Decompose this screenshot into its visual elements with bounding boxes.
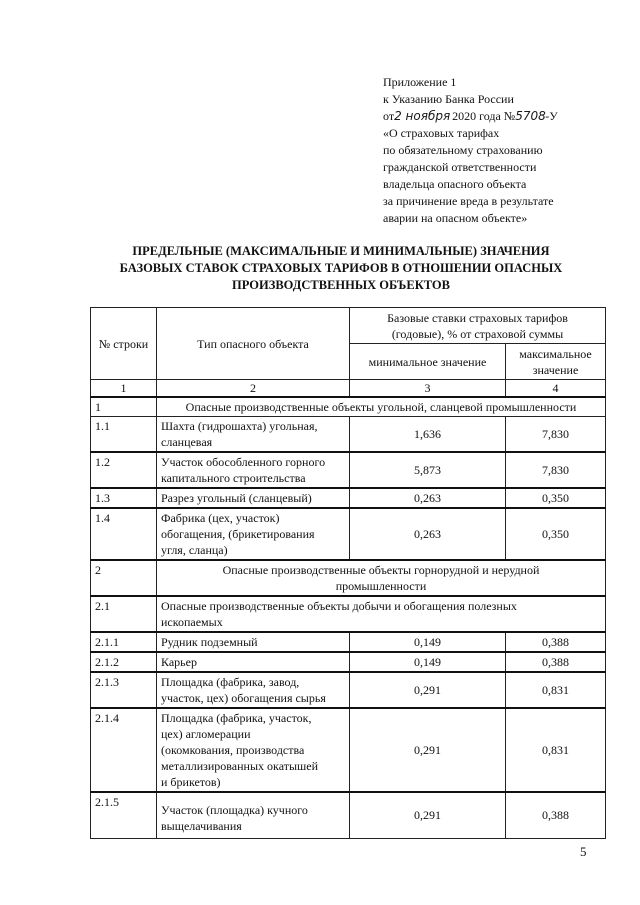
header-rates-group: [350, 308, 606, 344]
appendix-line: за причинение вреда в результате: [383, 194, 554, 208]
date-prefix: от: [383, 109, 395, 123]
row-name: [157, 452, 350, 488]
row-min-value: 0,149: [350, 652, 506, 672]
section-title-line: Опасные производственные объекты горнорудной и нерудной: [222, 563, 540, 577]
row-max-value: 0,831: [506, 672, 606, 708]
table-row: [91, 452, 606, 488]
row-max-value: 0,388: [506, 652, 606, 672]
row-number: 2.1.2: [91, 652, 157, 672]
table-row: [91, 652, 606, 672]
row-name: Разрез угольный (сланцевый): [157, 488, 350, 508]
column-number-row: [91, 380, 606, 398]
row-min-value: 1,636: [350, 417, 506, 453]
tariff-table: [90, 307, 606, 839]
row-name-line: сланцевая: [161, 435, 213, 449]
row-number: 1.2: [91, 452, 157, 488]
row-name: [157, 417, 350, 453]
appendix-line: к Указанию Банка России: [383, 92, 514, 106]
column-number: 2: [157, 380, 350, 398]
table-row: [91, 792, 606, 838]
appendix-line: гражданской ответственности: [383, 160, 537, 174]
table-row: [91, 488, 606, 508]
table-section-row: [91, 560, 606, 596]
appendix-line: аварии на опасном объекте»: [383, 211, 528, 225]
row-name-line: обогащения, (брикетирования: [161, 527, 315, 541]
row-name: [157, 508, 350, 560]
row-min-value: 0,263: [350, 488, 506, 508]
table-row: [91, 417, 606, 453]
row-max-value: 0,388: [506, 632, 606, 652]
row-name-line: Участок обособленного горного: [161, 455, 326, 469]
header-min-value: минимальное значение: [350, 344, 506, 380]
table-subsection-row: [91, 596, 606, 632]
row-min-value: 5,873: [350, 452, 506, 488]
section-title: Опасные производственные объекты угольной, сланцевой промышленности: [157, 397, 606, 417]
row-number: 1.4: [91, 508, 157, 560]
table-section-row: [91, 397, 606, 417]
appendix-line: по обязательному страхованию: [383, 143, 543, 157]
table-row: [91, 672, 606, 708]
title-line: БАЗОВЫХ СТАВОК СТРАХОВЫХ ТАРИФОВ В ОТНОШЕНИИ ОПАСНЫХ: [119, 261, 563, 275]
row-min-value: 0,291: [350, 792, 506, 838]
subsection-title-line: Опасные производственные объекты добычи и обогащения полезных: [161, 599, 517, 613]
row-number: 2.1.1: [91, 632, 157, 652]
header-max-line: максимальное: [519, 346, 592, 361]
title-line: ПРЕДЕЛЬНЫЕ (МАКСИМАЛЬНЫЕ И МИНИМАЛЬНЫЕ) ЗНАЧЕНИЯ: [132, 244, 550, 258]
row-name-line: Площадка (фабрика, участок,: [161, 711, 312, 725]
handwritten-date: 2 ноября: [394, 109, 451, 123]
row-number: 2.1: [91, 596, 157, 632]
row-name: Рудник подземный: [157, 632, 350, 652]
row-name-line: Фабрика (цех, участок): [161, 511, 280, 525]
row-name-line: капитального строительства: [161, 471, 306, 485]
header-max-value: [506, 344, 606, 380]
row-number: 2.1.3: [91, 672, 157, 708]
header-object-type: Тип опасного объекта: [157, 308, 350, 380]
number-suffix: -У: [545, 109, 558, 123]
row-name-line: и брикетов): [161, 775, 221, 789]
row-min-value: 0,291: [350, 672, 506, 708]
header-rates-line: (годовые), % от страховой суммы: [391, 326, 564, 341]
row-min-value: 0,263: [350, 508, 506, 560]
date-suffix: 2020 года №: [452, 109, 516, 123]
subsection-title: [157, 596, 606, 632]
subsection-title-line: ископаемых: [161, 615, 223, 629]
row-number: 1.3: [91, 488, 157, 508]
row-name: [157, 672, 350, 708]
row-max-value: 0,350: [506, 508, 606, 560]
row-name-line: угля, сланца): [161, 543, 228, 557]
table-row: [91, 632, 606, 652]
row-max-value: 7,830: [506, 417, 606, 453]
row-number: 2.1.4: [91, 708, 157, 792]
appendix-block: [383, 74, 633, 227]
row-name-line: выщелачивания: [161, 818, 242, 833]
row-name: [157, 708, 350, 792]
row-name-line: Шахта (гидрошахта) угольная,: [161, 419, 318, 433]
row-max-value: 0,831: [506, 708, 606, 792]
row-name-line: участок, цех) обогащения сырья: [161, 691, 326, 705]
page-number: 5: [580, 844, 587, 859]
row-number: 1.1: [91, 417, 157, 453]
header-row-number: № строки: [91, 308, 157, 380]
section-title: [157, 560, 606, 596]
row-max-value: 0,350: [506, 488, 606, 508]
title-line: ПРОИЗВОДСТВЕННЫХ ОБЪЕКТОВ: [232, 278, 450, 292]
row-max-value: 7,830: [506, 452, 606, 488]
row-number: 2.1.5: [91, 792, 157, 838]
row-name-line: цех) агломерации: [161, 727, 251, 741]
header-max-line: значение: [532, 362, 579, 377]
row-min-value: 0,291: [350, 708, 506, 792]
column-number: 3: [350, 380, 506, 398]
row-name-line: металлизированных окатышей: [161, 759, 319, 773]
header-rates-line: Базовые ставки страховых тарифов: [387, 310, 568, 325]
row-max-value: 0,388: [506, 792, 606, 838]
column-number: 4: [506, 380, 606, 398]
appendix-date-line: [383, 108, 633, 125]
row-name-line: Участок (площадка) кучного: [161, 802, 308, 817]
column-number: 1: [91, 380, 157, 398]
row-name-line: (окомкования, производства: [161, 743, 305, 757]
document-title: [92, 243, 590, 294]
row-name-line: Площадка (фабрика, завод,: [161, 675, 300, 689]
handwritten-number: 5708: [515, 109, 546, 123]
row-name: Карьер: [157, 652, 350, 672]
appendix-line: владельца опасного объекта: [383, 177, 527, 191]
row-number: 1: [91, 397, 157, 417]
row-min-value: 0,149: [350, 632, 506, 652]
appendix-line: Приложение 1: [383, 75, 457, 89]
table-row: [91, 508, 606, 560]
appendix-line: «О страховых тарифах: [383, 126, 500, 140]
row-number: 2: [91, 560, 157, 596]
section-title-line: промышленности: [335, 579, 427, 593]
row-name: [157, 792, 350, 838]
table-row: [91, 708, 606, 792]
